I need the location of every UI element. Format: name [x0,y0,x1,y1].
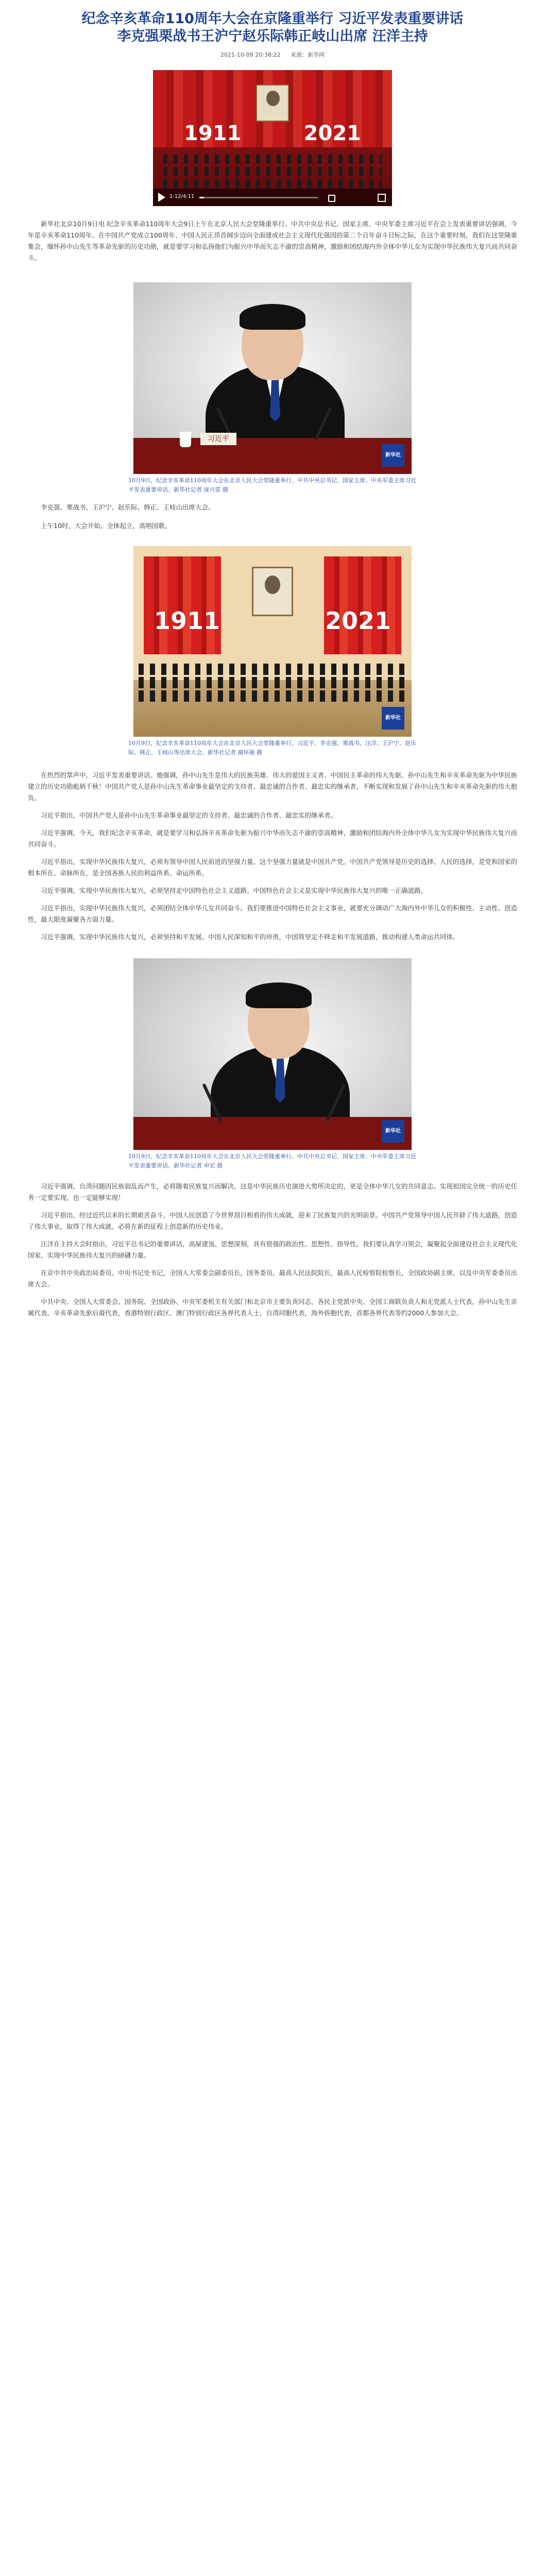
paragraph-1: 新华社北京10月9日电 纪念辛亥革命110周年大会9日上午在北京人民大会堂隆重举行。中共中央总书记、国家主席、中央军委主席习近平在会上发表重要讲话强调，今年是辛亥革命110周年。在中国共产党成立100周年、中国人民正昂首阔步迈向全面建成社会主义现代化强国的第二个百年奋斗目标之际，在这个重要时刻，我们在这里隆重集会，缅怀孙中山先生等革命先驱的历史功勋，就是要学习和弘扬他们为振兴中华而矢志不渝的崇高精神，激励和团结海内外全体中华儿女为实现中华民族伟大复兴而共同奋斗。 [28,220,518,262]
hall-portrait [252,567,293,616]
video-progress-bar[interactable] [199,197,318,198]
paragraph-14: 在京中共中央政治局委员、中央书记处书记，全国人大常委会副委员长，国务委员，最高人民法院院长，最高人民检察院检察长，全国政协副主席，以及中央军委委员出席大会。 [28,1269,518,1288]
paragraph-15: 中共中央、全国人大常委会、国务院、全国政协、中央军委机关有关部门和北京市主要负责同志，各民主党派中央、全国工商联负责人和无党派人士代表，孙中山先生亲属代表，辛亥革命先驱后裔代表，香港特别行政区、澳门特别行政区各界代表人士，台湾同胞代表，海外侨胞代表，首都各界代表等约2000人参加大会。 [28,1298,518,1317]
xinhua-logo: 新华社 [382,444,404,467]
hall-stage [133,680,412,737]
paragraph-6: 习近平强调，今天，我们纪念辛亥革命，就是要学习和弘扬辛亥革命先驱为振兴中华而矢志不渝的崇高精神，激励和团结海内外全体中华儿女为实现中华民族伟大复兴而共同奋斗。 [28,829,518,848]
xinhua-logo: 新华社 [382,707,404,730]
video-player[interactable] [153,70,392,206]
article-meta [0,50,545,59]
headline [0,0,545,45]
photo-hall [133,546,412,737]
headline-line-1: 纪念辛亥革命110周年大会在京隆重举行 习近平发表重要讲话 [81,11,464,27]
video-year-right: 2021 [303,122,361,145]
paragraph-12: 习近平指出，经过近代以来的长期艰苦奋斗，中国人民创造了令世界刮目相看的伟大成就，迎来了民族复兴的光明前景。中国共产党领导中国人民开辟了伟大道路，创造了伟大事业，取得了伟大成就，必将在新的征程上创造新的历史伟业。 [28,1211,518,1230]
photo-portrait-1 [133,282,412,474]
hall-year-left: 1911 [154,607,220,635]
publish-time: 2021-10-09 20:38:22 [220,52,281,58]
headline-line-2: 李克强栗战书王沪宁赵乐际韩正岐山出席 汪洋主持 [117,28,428,44]
paragraph-5: 习近平指出，中国共产党人是孙中山先生革命事业最坚定的支持者、最忠诚的合作者、最忠实的继承者。 [41,811,337,819]
hall-year-right: 2021 [325,607,391,635]
paragraph-8: 习近平强调，实现中华民族伟大复兴，必须坚持走中国特色社会主义道路。中国特色社会主义是实现中华民族伟大复兴的唯一正确道路。 [41,887,428,894]
xinhua-logo: 新华社 [382,1120,404,1143]
photo-3-caption: 10月9日，纪念辛亥革命110周年大会在北京人民大会堂隆重举行。中共中央总书记、国家主席、中央军委主席习近平发表重要讲话。新华社记者 申宏 摄 [128,1153,416,1169]
photo-1-caption: 10月9日，纪念辛亥革命110周年大会在北京人民大会堂隆重举行。中共中央总书记、国家主席、中央军委主席习近平发表重要讲话。新华社记者 庞兴雷 摄 [128,477,416,493]
paragraph-3: 上午10时，大会开始。全体起立，高唱国歌。 [41,522,172,530]
fullscreen-icon[interactable] [378,194,386,202]
video-portrait [256,84,289,122]
paragraph-7: 习近平指出，实现中华民族伟大复兴，必须有领导中国人民前进的坚强力量，这个坚强力量就是中国共产党。中国共产党领导是历史的选择、人民的选择，是党和国家的根本所在、命脉所在，是全国各族人民的利益所系、命运所系。 [28,858,518,877]
paragraph-13: 汪洋在主持大会时指出，习近平总书记的重要讲话，高屋建瓴、思想深刻，具有很强的政治性、思想性、指导性。我们要认真学习领会，凝聚起全面建设社会主义现代化国家、实现中华民族伟大复兴的磅礴力量。 [28,1240,518,1259]
photo-2-caption: 10月9日，纪念辛亥革命110周年大会在北京人民大会堂隆重举行。习近平、李克强、栗战书、汪洋、王沪宁、赵乐际、韩正、王岐山等出席大会。新华社记者 谢环驰 摄 [128,740,416,756]
video-year-left: 1911 [184,122,242,145]
paragraph-2: 李克强、栗战书、王沪宁、赵乐际、韩正、王岐山出席大会。 [41,503,215,511]
play-icon[interactable] [158,193,165,202]
volume-icon[interactable] [328,195,335,202]
video-progress-fill [199,197,204,198]
paragraph-10: 习近平强调，实现中华民族伟大复兴，必须坚持和平发展。中国人民深知和平的珍贵，中国将坚定不移走和平发展道路，推动构建人类命运共同体。 [41,933,459,941]
article-source: 来源：新华网 [291,52,325,58]
photo-portrait-2 [133,958,412,1150]
paragraph-11: 习近平强调，台湾问题因民族弱乱而产生，必将随着民族复兴而解决。这是中华民族历史演进大势所决定的，更是全体中华儿女的共同意志。实现祖国完全统一的历史任务一定要实现，也一定能够实现！ [28,1182,518,1201]
paragraph-9: 习近平指出，实现中华民族伟大复兴，必须团结全体中华儿女共同奋斗。我们要推进中国特色社会主义事业，就要充分调动广大海内外中华儿女的积极性、主动性、创造性，最大限度凝聚各方面力量。 [28,904,518,923]
paragraph-4: 在热烈的掌声中，习近平发表重要讲话。他强调，孙中山先生是伟大的民族英雄、伟大的爱国主义者、中国民主革命的伟大先驱。孙中山先生和辛亥革命先驱为中华民族建立的历史功勋彪炳千秋！中国共产党人是孙中山先生革命事业最坚定的支持者、最忠诚的合作者、最忠实的继承者，不断实现和发展了孙中山先生和辛亥革命先驱的伟大抱负。 [28,771,518,802]
nameplate: 习近平 [200,433,236,445]
video-controls [153,189,392,206]
video-time: 1:12/4:11 [169,194,195,199]
